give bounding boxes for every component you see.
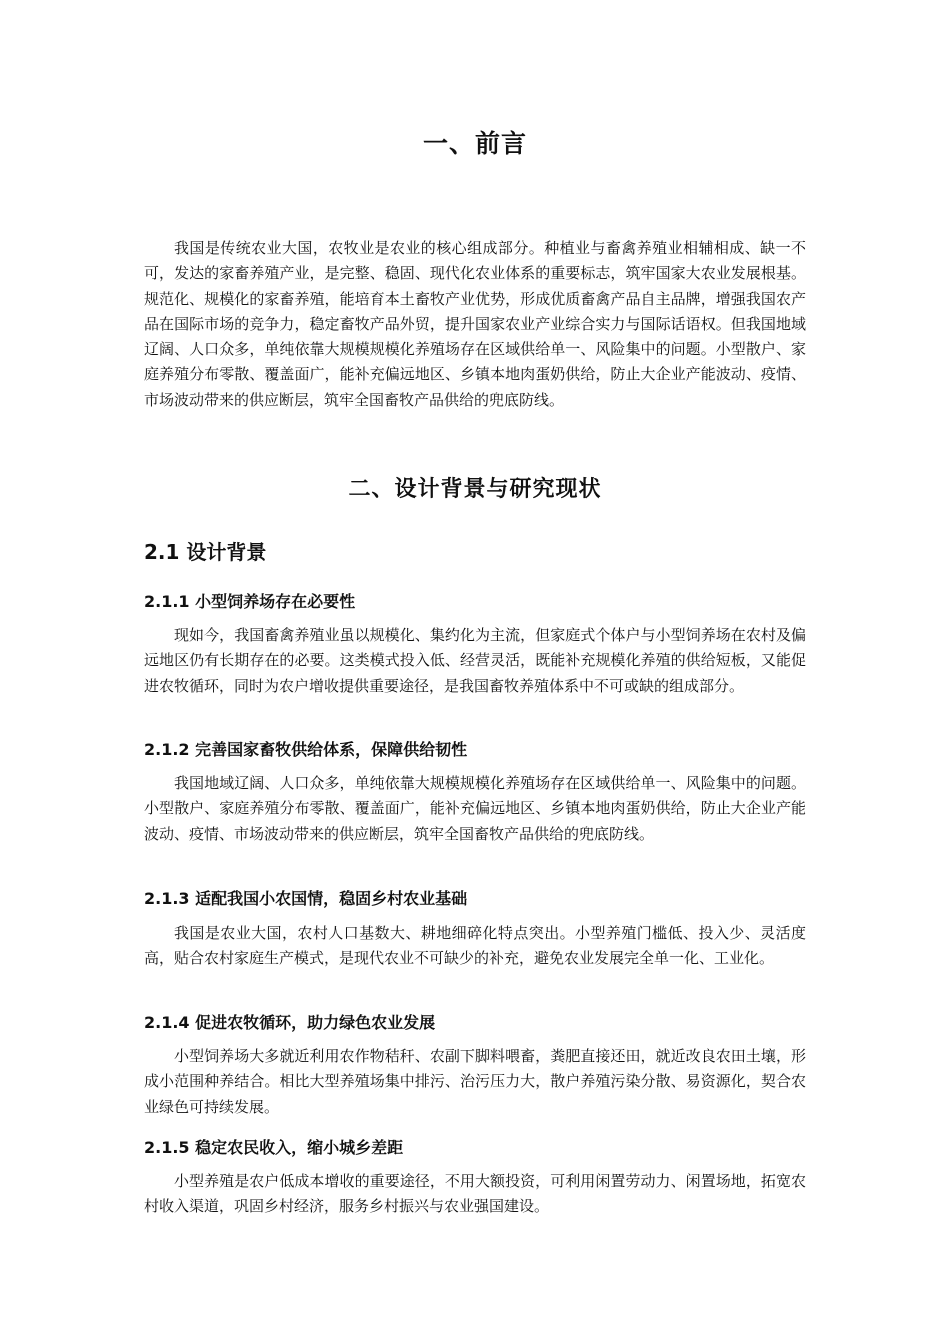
paragraph-2-1-1: 现如今，我国畜禽养殖业虽以规模化、集约化为主流，但家庭式个体户与小型饲养场在农村及偏远地区仍有长期存在的必要。这类模式投入低、经营灵活，既能补充规模化养殖的供给短板，又能促进农牧循环，同时为农户增收提供重要途径，是我国畜牧养殖体系中不可或缺的组成部分。 — [144, 626, 806, 695]
paragraph-2-1-5: 小型养殖是农户低成本增收的重要途径，不用大额投资，可利用闲置劳动力、闲置场地，拓宽农村收入渠道，巩固乡村经济，服务乡村振兴与农业强国建设。 — [144, 1172, 806, 1216]
intro-paragraph: 我国是传统农业大国，农牧业是农业的核心组成部分。种植业与畜禽养殖业相辅相成、缺一不可，发达的家畜养殖产业，是完整、稳固、现代化农业体系的重要标志，筑牢国家大农业发展根基。规范化、规模化的家畜养殖，能培育本土畜牧产业优势，形成优质畜禽产品自主品牌，增强我国农产品在国际市场的竞争力，稳定畜牧产品外贸，提升国家农业产业综合实力与国际话语权。但我国地域辽阔、人口众多，单纯依靠大规模规模化养殖场存在区域供给单一、风险集中的问题。小型散户、家庭养殖分布零散、覆盖面广，能补充偏远地区、乡镇本地肉蛋奶供给，防止大企业产能波动、疫情、市场波动带来的供应断层，筑牢全国畜牧产品供给的兜底防线。 — [144, 239, 806, 409]
heading-2-1-5: 2.1.5 稳定农民收入，缩小城乡差距 — [144, 1138, 404, 1157]
paragraph-2-1-2: 我国地域辽阔、人口众多，单纯依靠大规模规模化养殖场存在区域供给单一、风险集中的问题。小型散户、家庭养殖分布零散、覆盖面广，能补充偏远地区、乡镇本地肉蛋奶供给，防止大企业产能波动、疫情、市场波动带来的供应断层，筑牢全国畜牧产品供给的兜底防线。 — [144, 774, 806, 843]
heading-2-1-1: 2.1.1 小型饲养场存在必要性 — [144, 592, 356, 611]
heading-2-1-3: 2.1.3 适配我国小农国情，稳固乡村农业基础 — [144, 889, 468, 908]
paragraph-2-1-4: 小型饲养场大多就近利用农作物秸秆、农副下脚料喂畜，粪肥直接还田，就近改良农田土壤，形成小范围种养结合。相比大型养殖场集中排污、治污压力大，散户养殖污染分散、易资源化，契合农业绿色可持续发展。 — [144, 1047, 806, 1116]
subsection-2-1-title: 2.1 设计背景 — [144, 540, 267, 564]
section-1-title: 一、前言 — [422, 129, 527, 158]
section-2-title: 二、设计背景与研究现状 — [348, 477, 602, 502]
paragraph-2-1-3: 我国是农业大国，农村人口基数大、耕地细碎化特点突出。小型养殖门槛低、投入少、灵活度高，贴合农村家庭生产模式，是现代农业不可缺少的补充，避免农业发展完全单一化、工业化。 — [144, 924, 806, 968]
heading-2-1-2: 2.1.2 完善国家畜牧供给体系，保障供给韧性 — [144, 740, 468, 759]
heading-2-1-4: 2.1.4 促进农牧循环，助力绿色农业发展 — [144, 1013, 436, 1032]
